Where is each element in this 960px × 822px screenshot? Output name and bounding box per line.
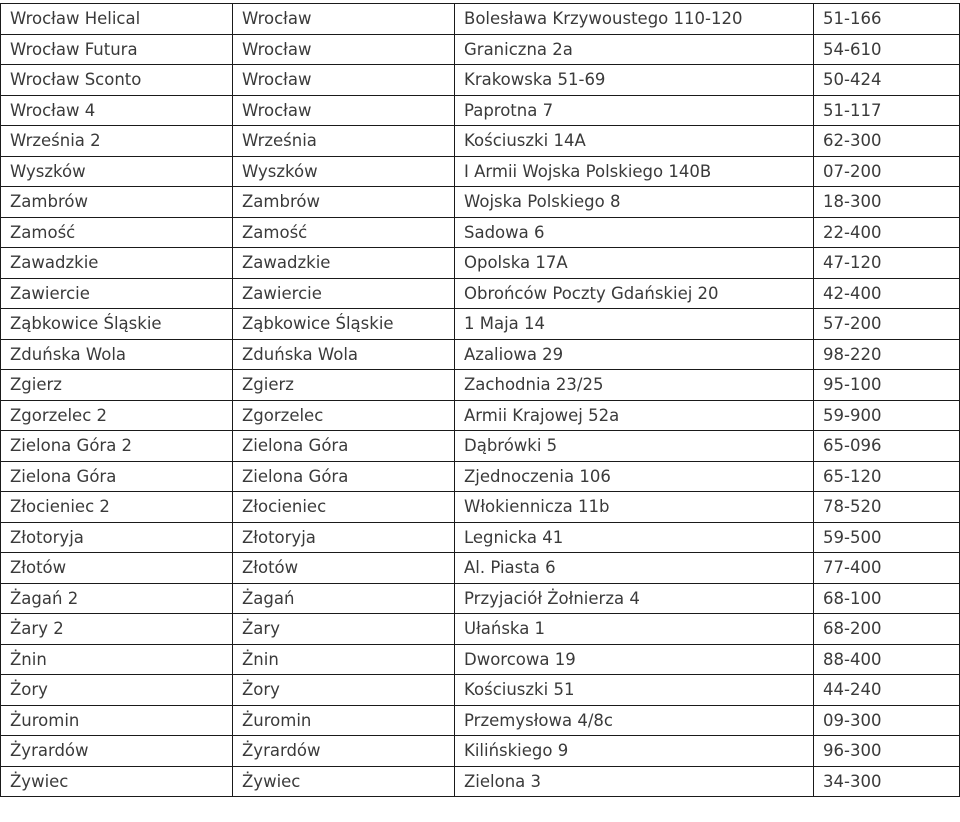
table-row bbox=[1, 4, 960, 35]
address-cell: Przyjaciół Żołnierza 4 bbox=[455, 583, 814, 614]
postal-code-cell: 59-500 bbox=[814, 522, 960, 553]
city-cell: Zielona Góra bbox=[233, 461, 455, 492]
store-name-cell: Żyrardów bbox=[1, 736, 233, 767]
address-cell: Włokiennicza 11b bbox=[455, 492, 814, 523]
store-name-cell: Żywiec bbox=[1, 766, 233, 797]
city-cell: Zgierz bbox=[233, 370, 455, 401]
store-name-cell: Złotoryja bbox=[1, 522, 233, 553]
address-cell: Krakowska 51-69 bbox=[455, 65, 814, 96]
locations-table bbox=[0, 3, 960, 797]
postal-code-cell: 51-117 bbox=[814, 95, 960, 126]
city-cell: Zawiercie bbox=[233, 278, 455, 309]
store-name-cell: Września 2 bbox=[1, 126, 233, 157]
table-row bbox=[1, 65, 960, 96]
table-row bbox=[1, 126, 960, 157]
postal-code-cell: 65-096 bbox=[814, 431, 960, 462]
city-cell: Wrocław bbox=[233, 34, 455, 65]
table-row bbox=[1, 370, 960, 401]
store-name-cell: Żagań 2 bbox=[1, 583, 233, 614]
address-cell: Zachodnia 23/25 bbox=[455, 370, 814, 401]
city-cell: Zamość bbox=[233, 217, 455, 248]
postal-code-cell: 68-100 bbox=[814, 583, 960, 614]
city-cell: Żuromin bbox=[233, 705, 455, 736]
city-cell: Wrocław bbox=[233, 4, 455, 35]
postal-code-cell: 18-300 bbox=[814, 187, 960, 218]
address-cell: Graniczna 2a bbox=[455, 34, 814, 65]
postal-code-cell: 51-166 bbox=[814, 4, 960, 35]
postal-code-cell: 50-424 bbox=[814, 65, 960, 96]
city-cell: Zielona Góra bbox=[233, 431, 455, 462]
table-row bbox=[1, 644, 960, 675]
city-cell: Żywiec bbox=[233, 766, 455, 797]
city-cell: Wyszków bbox=[233, 156, 455, 187]
store-name-cell: Złocieniec 2 bbox=[1, 492, 233, 523]
city-cell: Zawadzkie bbox=[233, 248, 455, 279]
address-cell: 1 Maja 14 bbox=[455, 309, 814, 340]
city-cell: Złotoryja bbox=[233, 522, 455, 553]
postal-code-cell: 09-300 bbox=[814, 705, 960, 736]
city-cell: Wrocław bbox=[233, 65, 455, 96]
address-cell: Azaliowa 29 bbox=[455, 339, 814, 370]
store-name-cell: Zielona Góra bbox=[1, 461, 233, 492]
city-cell: Żagań bbox=[233, 583, 455, 614]
table-row bbox=[1, 583, 960, 614]
city-cell: Wrocław bbox=[233, 95, 455, 126]
postal-code-cell: 62-300 bbox=[814, 126, 960, 157]
table-row bbox=[1, 187, 960, 218]
address-cell: Bolesława Krzywoustego 110-120 bbox=[455, 4, 814, 35]
postal-code-cell: 98-220 bbox=[814, 339, 960, 370]
address-cell: Paprotna 7 bbox=[455, 95, 814, 126]
table-row bbox=[1, 309, 960, 340]
address-cell: Kościuszki 14A bbox=[455, 126, 814, 157]
city-cell: Żnin bbox=[233, 644, 455, 675]
table-row bbox=[1, 95, 960, 126]
address-cell: Zjednoczenia 106 bbox=[455, 461, 814, 492]
table-row bbox=[1, 431, 960, 462]
table-row bbox=[1, 156, 960, 187]
address-cell: Wojska Polskiego 8 bbox=[455, 187, 814, 218]
address-cell: Obrońców Poczty Gdańskiej 20 bbox=[455, 278, 814, 309]
postal-code-cell: 54-610 bbox=[814, 34, 960, 65]
table-row bbox=[1, 614, 960, 645]
store-name-cell: Wrocław 4 bbox=[1, 95, 233, 126]
address-cell: Sadowa 6 bbox=[455, 217, 814, 248]
table-row bbox=[1, 522, 960, 553]
table-row bbox=[1, 766, 960, 797]
store-name-cell: Zgorzelec 2 bbox=[1, 400, 233, 431]
store-name-cell: Zawiercie bbox=[1, 278, 233, 309]
store-name-cell: Żory bbox=[1, 675, 233, 706]
address-cell: Ułańska 1 bbox=[455, 614, 814, 645]
table-row bbox=[1, 248, 960, 279]
table-row bbox=[1, 34, 960, 65]
city-cell: Września bbox=[233, 126, 455, 157]
store-name-cell: Zamość bbox=[1, 217, 233, 248]
city-cell: Zgorzelec bbox=[233, 400, 455, 431]
postal-code-cell: 95-100 bbox=[814, 370, 960, 401]
city-cell: Żory bbox=[233, 675, 455, 706]
store-name-cell: Wyszków bbox=[1, 156, 233, 187]
store-name-cell: Żnin bbox=[1, 644, 233, 675]
locations-table-body bbox=[1, 4, 960, 797]
store-name-cell: Złotów bbox=[1, 553, 233, 584]
postal-code-cell: 44-240 bbox=[814, 675, 960, 706]
city-cell: Złotów bbox=[233, 553, 455, 584]
store-name-cell: Wrocław Futura bbox=[1, 34, 233, 65]
city-cell: Ząbkowice Śląskie bbox=[233, 309, 455, 340]
address-cell: I Armii Wojska Polskiego 140B bbox=[455, 156, 814, 187]
postal-code-cell: 65-120 bbox=[814, 461, 960, 492]
table-row bbox=[1, 705, 960, 736]
postal-code-cell: 34-300 bbox=[814, 766, 960, 797]
store-name-cell: Żuromin bbox=[1, 705, 233, 736]
city-cell: Zambrów bbox=[233, 187, 455, 218]
address-cell: Kościuszki 51 bbox=[455, 675, 814, 706]
table-row bbox=[1, 278, 960, 309]
postal-code-cell: 47-120 bbox=[814, 248, 960, 279]
store-name-cell: Zawadzkie bbox=[1, 248, 233, 279]
postal-code-cell: 88-400 bbox=[814, 644, 960, 675]
table-row bbox=[1, 217, 960, 248]
address-cell: Dworcowa 19 bbox=[455, 644, 814, 675]
store-name-cell: Zduńska Wola bbox=[1, 339, 233, 370]
store-name-cell: Zielona Góra 2 bbox=[1, 431, 233, 462]
store-name-cell: Zgierz bbox=[1, 370, 233, 401]
locations-table-container bbox=[0, 3, 960, 797]
postal-code-cell: 68-200 bbox=[814, 614, 960, 645]
city-cell: Zduńska Wola bbox=[233, 339, 455, 370]
postal-code-cell: 22-400 bbox=[814, 217, 960, 248]
address-cell: Kilińskiego 9 bbox=[455, 736, 814, 767]
city-cell: Żyrardów bbox=[233, 736, 455, 767]
table-row bbox=[1, 339, 960, 370]
store-name-cell: Ząbkowice Śląskie bbox=[1, 309, 233, 340]
address-cell: Przemysłowa 4/8c bbox=[455, 705, 814, 736]
address-cell: Legnicka 41 bbox=[455, 522, 814, 553]
store-name-cell: Żary 2 bbox=[1, 614, 233, 645]
table-row bbox=[1, 675, 960, 706]
table-row bbox=[1, 553, 960, 584]
city-cell: Złocieniec bbox=[233, 492, 455, 523]
postal-code-cell: 59-900 bbox=[814, 400, 960, 431]
postal-code-cell: 96-300 bbox=[814, 736, 960, 767]
postal-code-cell: 78-520 bbox=[814, 492, 960, 523]
postal-code-cell: 57-200 bbox=[814, 309, 960, 340]
address-cell: Opolska 17A bbox=[455, 248, 814, 279]
table-row bbox=[1, 461, 960, 492]
postal-code-cell: 42-400 bbox=[814, 278, 960, 309]
store-name-cell: Wrocław Sconto bbox=[1, 65, 233, 96]
store-name-cell: Wrocław Helical bbox=[1, 4, 233, 35]
city-cell: Żary bbox=[233, 614, 455, 645]
postal-code-cell: 07-200 bbox=[814, 156, 960, 187]
table-row bbox=[1, 736, 960, 767]
table-row bbox=[1, 400, 960, 431]
address-cell: Armii Krajowej 52a bbox=[455, 400, 814, 431]
postal-code-cell: 77-400 bbox=[814, 553, 960, 584]
address-cell: Dąbrówki 5 bbox=[455, 431, 814, 462]
address-cell: Zielona 3 bbox=[455, 766, 814, 797]
table-row bbox=[1, 492, 960, 523]
store-name-cell: Zambrów bbox=[1, 187, 233, 218]
address-cell: Al. Piasta 6 bbox=[455, 553, 814, 584]
